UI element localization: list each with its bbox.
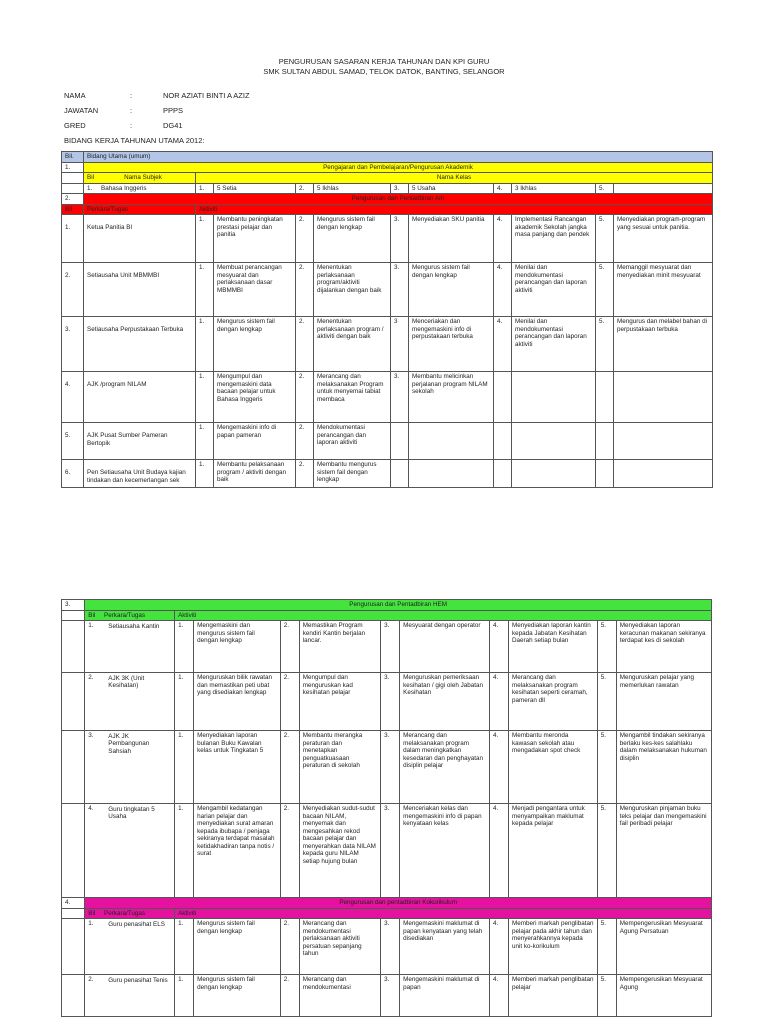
activity-number: 3. xyxy=(391,215,409,263)
activity-number: 4. xyxy=(494,215,512,263)
activity-number: 2. xyxy=(296,460,314,488)
activity-text: Menyediakan SKU panitia xyxy=(409,215,494,263)
activity-text: Mengurus sistem fail dengan lengkap xyxy=(194,919,281,975)
table-row xyxy=(62,372,713,423)
table-header-row xyxy=(62,152,713,163)
section-title: Pengurusan dan pentadbiran Kokurikulum xyxy=(85,898,712,909)
activity-text: Mengurus dan melabel bahan di perpustakaan terbuka xyxy=(614,317,713,372)
section-number: 4. xyxy=(62,898,85,909)
section-row xyxy=(62,194,713,205)
subheader-row xyxy=(62,610,712,621)
task-cell: Setiausaha Unit MBMMBI xyxy=(84,263,196,317)
activity-text: Mesyuarat dengan operator xyxy=(400,621,490,673)
subheader-row xyxy=(62,908,712,919)
activity-text: Menyediakan sudut-sudut bacaan NILAM, menyemak dan mengesahkan rekod bacaan pelajar dan menyerahkan data NILAM kepada guru NILAM setiap hujung bulan xyxy=(299,804,380,898)
subheader-row xyxy=(62,173,713,184)
activity-number: 2. xyxy=(296,423,314,460)
activity-number: 4. xyxy=(489,673,508,731)
activity-text: Menentukan perlaksanaan program / aktiviti dengan baik xyxy=(314,317,391,372)
activity-number xyxy=(494,372,512,423)
activity-number: 1. xyxy=(196,372,214,423)
activity-text: Mengurus sistem fail dengan lengkap xyxy=(214,317,296,372)
activity-number: 2. xyxy=(296,317,314,372)
task-cell: Setiausaha Perpustakaan Terbuka xyxy=(84,317,196,372)
activity-number: 1. xyxy=(196,317,214,372)
activity-text: Membantu melicinkan perjalanan program NILAM sekolah xyxy=(409,372,494,423)
activity-number: 3. xyxy=(381,804,400,898)
table-row xyxy=(62,673,712,731)
header-bidang: Bidang Utama (umum) xyxy=(84,152,713,163)
activity-number: 1. xyxy=(175,804,194,898)
task-cell: AJK /program NILAM xyxy=(84,372,196,423)
activity-text: Menceriakan dan mengemaskini info di perpustakaan terbuka xyxy=(409,317,494,372)
row-number: 1. xyxy=(62,215,84,263)
table-row xyxy=(62,804,712,898)
row-number: 3. xyxy=(62,317,84,372)
activity-number xyxy=(596,460,614,488)
subheader-perkara: Perkara/Tugas xyxy=(84,204,196,215)
activity-number: 1. xyxy=(196,460,214,488)
activity-text: Mendokumentasi perancangan dan laporan aktiviti xyxy=(314,423,391,460)
subheader-nama-kelas: Nama Kelas xyxy=(196,173,713,184)
activity-text: Menyediakan laporan kantin kepada Jabatan Kesihatan Daerah setiap bulan xyxy=(509,621,598,673)
activity-text xyxy=(512,372,596,423)
subheader-bil: Bil Perkara/Tugas xyxy=(85,610,175,621)
activity-number: 3. xyxy=(391,263,409,317)
activity-number: 3. xyxy=(381,919,400,975)
activity-text: Menguruskan pemeriksaan kesihatan / gigi oleh Jabatan Kesihatan xyxy=(400,673,490,731)
activity-number: 4. xyxy=(494,263,512,317)
activity-text: Implementasi Rancangan akademik Sekolah jangka masa panjang dan pendek xyxy=(512,215,596,263)
activity-number xyxy=(391,460,409,488)
class-number: 5. xyxy=(596,183,614,194)
info-separator: : xyxy=(130,91,133,100)
activity-text: Mengemaskini dan mengurus sistem fail dengan lengkap xyxy=(194,621,281,673)
activity-text: Merancang dan melaksanakan program kesihatan seperti ceramah, pameran dll xyxy=(509,673,598,731)
subheader-bil: Bil Perkara/Tugas xyxy=(85,908,175,919)
table-row xyxy=(62,263,713,317)
activity-text: Merancang dan mendokumentasi perlaksanaan aktiviti persatuan sepanjang tahun xyxy=(299,919,380,975)
activity-text: Menguruskan pelajar yang memerlukan rawatan xyxy=(616,673,711,731)
activity-text: Merancang dan mendokumentasi xyxy=(299,975,380,1017)
table-row xyxy=(62,317,713,372)
task-cell: 3. AJK JK Pembangunan Sahsiah xyxy=(85,731,175,804)
info-value: NOR AZIATI BINTI A AZIZ xyxy=(163,91,250,100)
activity-number: 4. xyxy=(489,731,508,804)
subheader-aktiviti: Aktiviti xyxy=(175,908,712,919)
activity-number: 3. xyxy=(381,621,400,673)
activity-text: Mengemaskini maklumat di papan kenyataan yang telah disediakan xyxy=(400,919,490,975)
task-cell: AJK Pusat Sumber Pameran Bertopik xyxy=(84,423,196,460)
activity-number xyxy=(494,423,512,460)
info-separator: : xyxy=(130,106,133,115)
activity-text: Menguruskan bilik rawatan dan memastikan peti ubat yang disediakan lengkap xyxy=(194,673,281,731)
activity-text: Membantu mengurus sistem fail dengan lengkap xyxy=(314,460,391,488)
section-title: Pengurusan dan Pentadbiran HEM xyxy=(85,600,712,611)
activity-text: Memanggil mesyuarat dan menyediakan minit mesyuarat xyxy=(614,263,713,317)
task-cell: 2. AJK 3K (Unit Kesihatan) xyxy=(85,673,175,731)
activity-number: 3. xyxy=(381,673,400,731)
activity-number: 5. xyxy=(596,263,614,317)
activity-text: Mempengerusikan Mesyuarat Agung Persatuan xyxy=(616,919,711,975)
subheader-bil: Bil xyxy=(62,204,84,215)
activity-number: 5. xyxy=(597,975,616,1017)
row-number: 4. xyxy=(62,372,84,423)
activity-number: 2. xyxy=(296,263,314,317)
table-row xyxy=(62,460,713,488)
activity-number: 5. xyxy=(597,731,616,804)
section-number: 1. xyxy=(62,162,84,173)
activity-number: 1. xyxy=(196,263,214,317)
activity-text: Mengumpul dan mengemaskini data bacaan pelajar untuk Bahasa Inggeris xyxy=(214,372,296,423)
activity-number: 1. xyxy=(175,731,194,804)
task-cell: 1. Guru penasihat ELS xyxy=(85,919,175,975)
activity-number: 2. xyxy=(296,215,314,263)
table-row xyxy=(62,215,713,263)
info-separator: : xyxy=(130,121,133,130)
subheader-aktiviti: Aktiviti xyxy=(196,204,713,215)
activity-text: Menguruskan pinjaman buku teks pelajar dan mengemaskini fail peribadi pelajar xyxy=(616,804,711,898)
task-cell: Pen Setiausaha Unit Budaya kajian tindakan dan kecemerlangan sek xyxy=(84,460,196,488)
info-value: PPPS xyxy=(163,106,184,115)
activity-text xyxy=(614,423,713,460)
activity-number: 4. xyxy=(489,804,508,898)
activity-text: Menjadi pengantara untuk menyampaikan maklumat kepada pelajar xyxy=(509,804,598,898)
table-row xyxy=(62,919,712,975)
activity-text: Mengambil tindakan sekiranya berlaku kes-kes salahlaku dalam melaksanakan hukuman disiplin xyxy=(616,731,711,804)
activity-number: 3 xyxy=(391,317,409,372)
activity-number xyxy=(494,460,512,488)
activity-text: Menceriakan kelas dan mengemaskini info di papan kenyataan kelas xyxy=(400,804,490,898)
task-cell: 1. Setiausaha Kantin xyxy=(85,621,175,673)
row-number: 2. xyxy=(62,263,84,317)
activity-number: 3. xyxy=(381,731,400,804)
class-number: 1. xyxy=(196,183,214,194)
class-name xyxy=(614,183,713,194)
activity-text xyxy=(409,423,494,460)
activity-text: Mengurus sistem fail dengan lengkap xyxy=(409,263,494,317)
activity-text: Membuat perancangan mesyuarat dan perlaksanaan dasar MBMMBI xyxy=(214,263,296,317)
activity-number: 2. xyxy=(280,731,299,804)
table-row xyxy=(62,731,712,804)
activity-number: 2. xyxy=(280,621,299,673)
section-row xyxy=(62,600,712,611)
section-title: Pengurusan dan Pentadbiran Am xyxy=(84,194,713,205)
activity-number: 2. xyxy=(280,975,299,1017)
activity-text xyxy=(614,460,713,488)
activity-text: Menyediakan program-program yang sesuai untuk panitia. xyxy=(614,215,713,263)
activity-text: Membantu pelaksanaan program / aktiviti dengan baik xyxy=(214,460,296,488)
class-name: 5 Setia xyxy=(214,183,296,194)
section-row xyxy=(62,898,712,909)
bidang-title: BIDANG KERJA TAHUNAN UTAMA 2012: xyxy=(64,136,205,145)
activity-number: 1. xyxy=(175,621,194,673)
sasaran-table-2 xyxy=(61,599,712,1017)
activity-text: Membantu meronda kawasan sekolah atau mengadakan spot check xyxy=(509,731,598,804)
activity-text: Menyediakan laporan bulanan Buku Kawalan kelas untuk Tingkatan 5 xyxy=(194,731,281,804)
section-title: Pengajaran dan Pembelajaran/Pengurusan Akademik xyxy=(84,162,713,173)
activity-number: 4. xyxy=(489,621,508,673)
activity-number xyxy=(596,423,614,460)
class-number: 4. xyxy=(494,183,512,194)
activity-text xyxy=(614,372,713,423)
activity-number: 5. xyxy=(597,621,616,673)
class-name: 3 Ikhlas xyxy=(512,183,596,194)
info-label: GRED xyxy=(64,121,86,130)
activity-number: 1. xyxy=(196,423,214,460)
activity-text: Menilai dan mendokumentasi perancangan dan laporan aktiviti xyxy=(512,317,596,372)
activity-text: Mengurus sistem fail dengan lengkap xyxy=(194,975,281,1017)
class-number: 2. xyxy=(296,183,314,194)
sasaran-table-1 xyxy=(61,151,713,488)
activity-text: Memberi markah penglibatan pelajar pada akhir tahun dan menyerahkannya kepada unit ko-korikulum xyxy=(509,919,598,975)
table-row xyxy=(62,975,712,1017)
activity-text: Membantu peningkatan prestasi pelajar dan panitia xyxy=(214,215,296,263)
header-bil: Bil. xyxy=(62,152,84,163)
subject-cell: 1. Bahasa Inggeris xyxy=(84,183,196,194)
subheader-bil: Bil Nama Subjek xyxy=(84,173,196,184)
info-value: DG41 xyxy=(163,121,183,130)
activity-text: Merancang dan melaksanakan program dalam meningkatkan kesedaran dan penghayatan disiplin pelajar xyxy=(400,731,490,804)
activity-number: 2. xyxy=(280,804,299,898)
activity-number: 4. xyxy=(489,919,508,975)
activity-number: 5. xyxy=(597,919,616,975)
activity-text: Mengumpul dan menguruskan kad kesihatan pelajar xyxy=(299,673,380,731)
subheader-row xyxy=(62,204,713,215)
task-cell: 2. Guru penasihat Tenis xyxy=(85,975,175,1017)
activity-number: 3. xyxy=(391,372,409,423)
activity-number: 1. xyxy=(196,215,214,263)
activity-text: Mengemaskini info di papan pameran xyxy=(214,423,296,460)
class-name: 5 Ikhlas xyxy=(314,183,391,194)
info-label: NAMA xyxy=(64,91,86,100)
info-label: JAWATAN xyxy=(64,106,99,115)
task-cell: Ketua Panitia BI xyxy=(84,215,196,263)
activity-number: 2. xyxy=(280,673,299,731)
activity-number: 5. xyxy=(597,804,616,898)
row-number: 5. xyxy=(62,423,84,460)
activity-text: Mengemaskini maklumat di papan xyxy=(400,975,490,1017)
activity-number: 4. xyxy=(494,317,512,372)
activity-text: Memastikan Program kendiri Kantin berjalan lancar. xyxy=(299,621,380,673)
school-name: SMK SULTAN ABDUL SAMAD, TELOK DATOK, BANTING, SELANGOR xyxy=(263,67,505,76)
activity-number xyxy=(596,372,614,423)
activity-text: Menilai dan mendokumentasi perancangan dan laporan aktiviti xyxy=(512,263,596,317)
activity-number: 1. xyxy=(175,919,194,975)
table-row xyxy=(62,423,713,460)
table-row xyxy=(62,621,712,673)
activity-text: Menyediakan laporan keracunan makanan sekiranya terdapat kes di sekolah xyxy=(616,621,711,673)
activity-text: Mengambil kedatangan harian pelajar dan menyediakan surat amaran kepada ibubapa / penjaga sekiranya terdapat masalah ketidakhadiran tanpa notis / surat xyxy=(194,804,281,898)
subheader-aktiviti: Aktiviti xyxy=(175,610,712,621)
activity-number: 5. xyxy=(596,215,614,263)
section-number: 2. xyxy=(62,194,84,205)
class-name: 5 Usaha xyxy=(409,183,494,194)
row-number: 6. xyxy=(62,460,84,488)
activity-text: Memberi markah penglibatan pelajar xyxy=(509,975,598,1017)
activity-number: 5. xyxy=(596,317,614,372)
activity-text: Menentukan perlaksanaan program/aktiviti dijalankan dengan baik xyxy=(314,263,391,317)
activity-text: Merancang dan melaksanakan Program untuk menyemai tabiat membaca xyxy=(314,372,391,423)
activity-text: Membantu merangka peraturan dan menetapkan penguatkuasaan peraturan di sekolah xyxy=(299,731,380,804)
table-row xyxy=(62,183,713,194)
activity-number: 1. xyxy=(175,673,194,731)
activity-number: 4. xyxy=(489,975,508,1017)
activity-text xyxy=(409,460,494,488)
activity-number xyxy=(391,423,409,460)
activity-text: Mempengerusikan Mesyuarat Agung xyxy=(616,975,711,1017)
activity-text: Mengurus sistem fail dengan lengkap xyxy=(314,215,391,263)
activity-number: 3. xyxy=(381,975,400,1017)
activity-number: 2. xyxy=(296,372,314,423)
activity-number: 2. xyxy=(280,919,299,975)
section-number: 3. xyxy=(62,600,85,611)
activity-text xyxy=(512,423,596,460)
activity-number: 1. xyxy=(175,975,194,1017)
activity-text xyxy=(512,460,596,488)
document-title: PENGURUSAN SASARAN KERJA TAHUNAN DAN KPI GURU xyxy=(278,57,490,66)
class-number: 3. xyxy=(391,183,409,194)
activity-number: 5. xyxy=(597,673,616,731)
task-cell: 4. Guru tingkatan 5 Usaha xyxy=(85,804,175,898)
section-row xyxy=(62,162,713,173)
